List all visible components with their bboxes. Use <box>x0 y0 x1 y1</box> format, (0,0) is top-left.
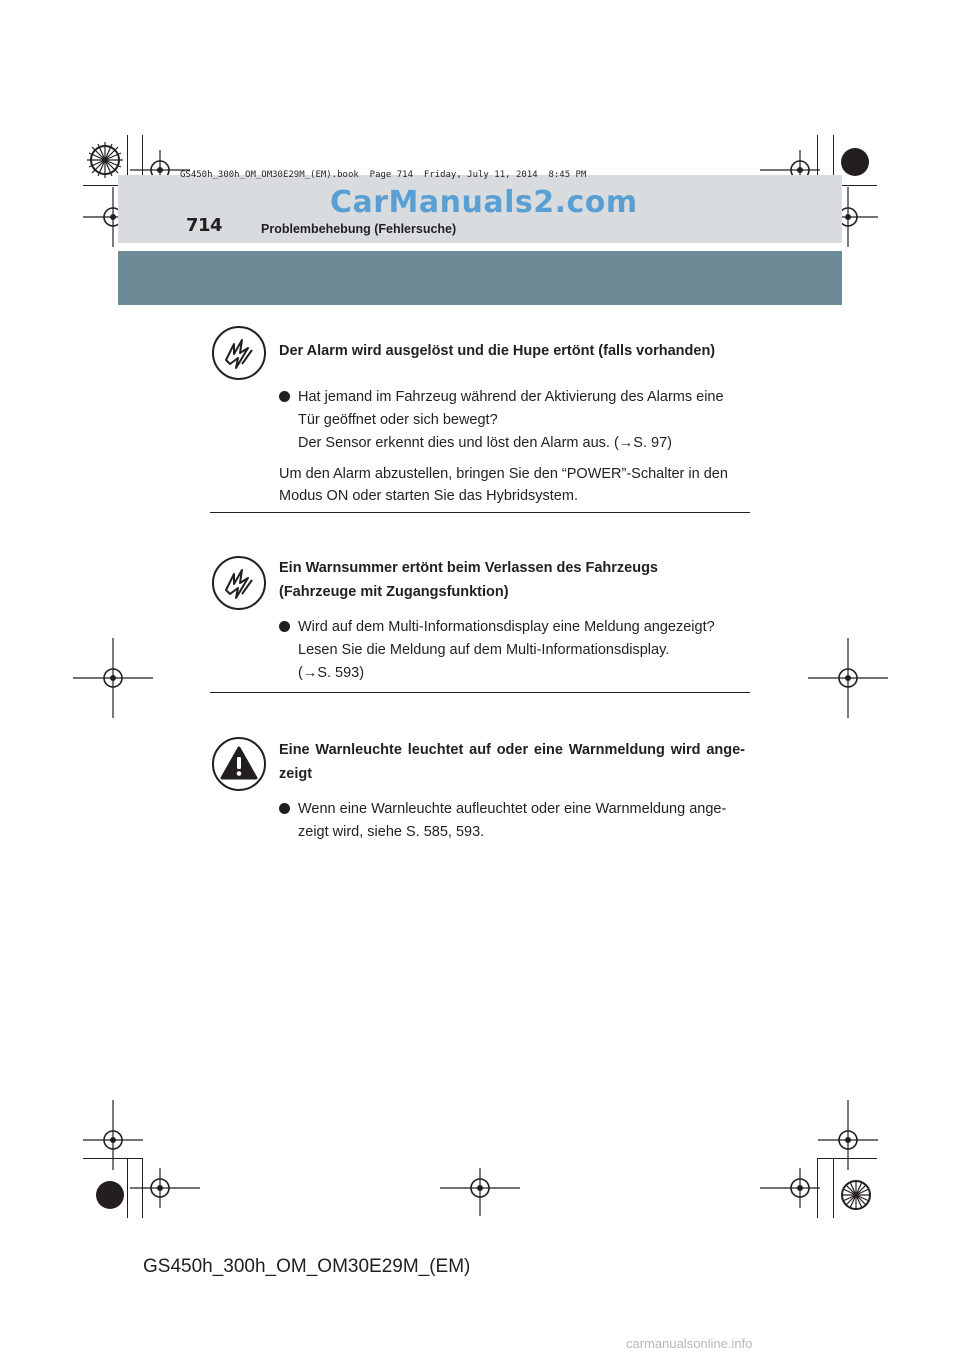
bullet-line: Lesen Sie die Meldung auf dem Multi-Informationsdisplay. <box>298 642 670 658</box>
bullet-icon <box>279 391 290 402</box>
bullet-line: Wenn eine Warnleuchte aufleuchtet oder eine Warnmeldung ange- <box>298 801 727 817</box>
heading-line: zeigt <box>279 766 313 782</box>
bullet-icon <box>279 621 290 632</box>
list-item <box>279 616 749 685</box>
buzzer-icon <box>212 556 266 610</box>
file-info-line: GS450h_300h_OM_OM30E29M_(EM).book Page 714 Friday, July 11, 2014 8:45 PM <box>180 170 587 180</box>
bullet-line: (→S. 593) <box>298 665 365 681</box>
section-title: Problembehebung (Fehlersuche) <box>261 222 457 236</box>
alarm-icon <box>212 326 266 380</box>
section-divider <box>210 512 750 513</box>
alarm-heading: Der Alarm wird ausgelöst und die Hupe ertönt (falls vorhanden) <box>279 343 716 359</box>
registration-mark-bottom-right <box>816 1155 896 1235</box>
section-divider <box>210 692 750 693</box>
buzzer-heading <box>279 556 658 604</box>
list-item <box>279 386 749 455</box>
bullet-line: zeigt wird, siehe S. 585, 593. <box>298 824 485 840</box>
bullet-icon <box>279 803 290 814</box>
bullet-line: Tür geöffnet oder sich bewegt? <box>298 412 498 428</box>
list-item <box>279 798 749 844</box>
heading-line: (Fahrzeuge mit Zugangsfunktion) <box>279 584 509 600</box>
header-band-dark <box>118 251 842 305</box>
registration-mark <box>73 638 153 718</box>
page-number: 714 <box>186 215 223 236</box>
bullet-line: Der Sensor erkennt dies und löst den Alarm aus. (→S. 97) <box>298 435 672 451</box>
warning-icon <box>212 737 266 791</box>
carmanuals-watermark: CarManuals2.com <box>330 185 638 220</box>
footer-model-code: GS450h_300h_OM_OM30E29M_(EM) <box>143 1256 471 1277</box>
paragraph-line: Um den Alarm abzustellen, bringen Sie den “POWER”-Schalter in den <box>279 466 728 482</box>
bullet-line: Wird auf dem Multi-Informationsdisplay eine Meldung angezeigt? <box>298 619 715 635</box>
heading-line: Eine Warnleuchte leuchtet auf oder eine Warnmeldung wird ange- <box>279 742 745 758</box>
paragraph <box>279 463 747 507</box>
bullet-line: Hat jemand im Fahrzeug während der Aktivierung des Alarms eine <box>298 389 724 405</box>
heading-line: Ein Warnsummer ertönt beim Verlassen des Fahrzeugs <box>279 560 658 576</box>
warning-heading <box>279 738 745 786</box>
registration-mark-bottom-center <box>440 1148 520 1228</box>
site-watermark: carmanualsonline.info <box>626 1336 753 1351</box>
registration-mark <box>808 638 888 718</box>
paragraph-line: Modus ON oder starten Sie das Hybridsystem. <box>279 488 578 504</box>
registration-mark <box>120 1148 200 1228</box>
